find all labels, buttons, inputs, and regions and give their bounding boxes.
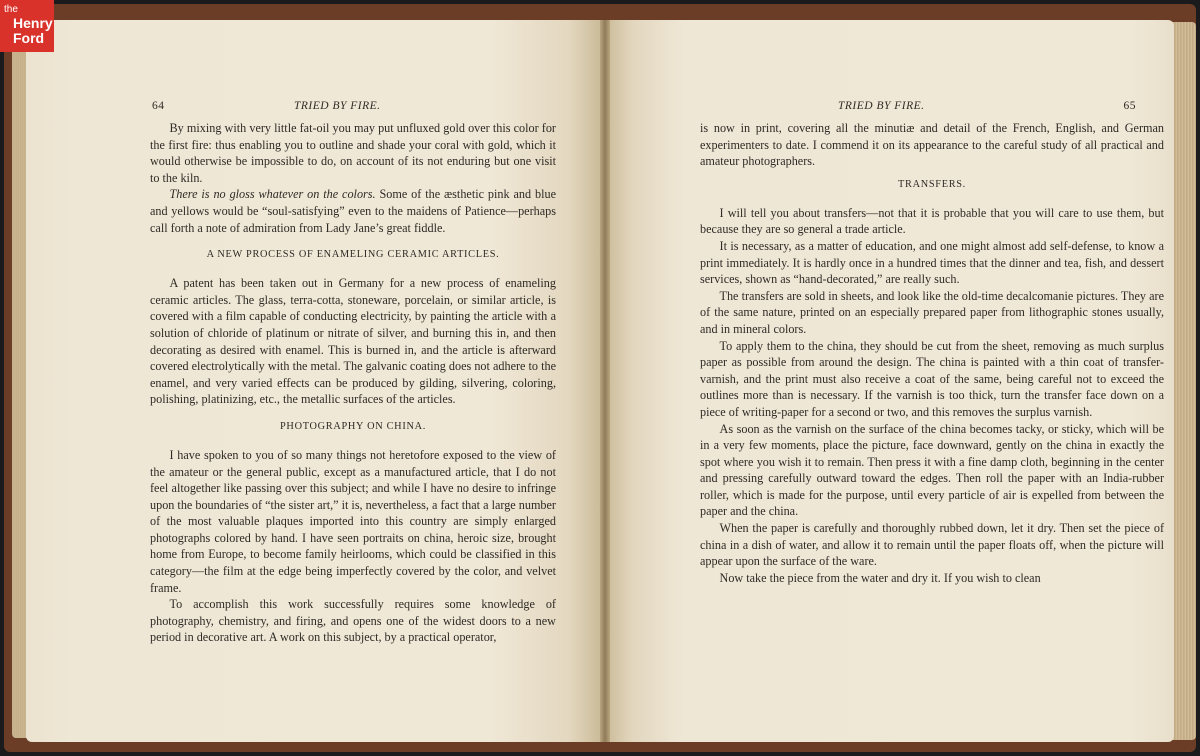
- right-running-title: TRIED BY FIRE.: [838, 100, 925, 112]
- section-heading-enameling: A NEW PROCESS OF ENAMELING CERAMIC ARTICLES.: [206, 249, 500, 261]
- logo-text-henry: Henry: [13, 15, 53, 31]
- left-page-text: [150, 120, 556, 646]
- paragraph: By mixing with very little fat-oil you may put unfluxed gold over this color for the first fire: thus enabling you to outline and shade your coral with gold, which it would otherwise be impossible to do, on account of its not enduring but one visit to the kiln.: [150, 121, 556, 185]
- italic-sentence: There is no gloss whatever on the colors.: [169, 187, 376, 202]
- paragraph: It is necessary, as a matter of education, and one might almost add self-defense, to know a print immediately. It is hardly once in a hundred times that the dinner and tea, fish, and dessert services, shown as “hand-decorated,” are really such.: [700, 238, 1164, 287]
- open-book: [4, 4, 1196, 752]
- paragraph: A patent has been taken out in Germany for a new process of enameling ceramic articles. The glass, terra-cotta, stoneware, porcelain, or similar article, is covered with a film capable of conducting electricity, by painting the article with a solution of chloride of platinum or nitrate of silver, and burning this in, and then decorating as desired with enamel. This is burned in, and the article is afterward covered electrolytically with the metal. The galvanic coating does not adhere to the enamel, and very varied effects can be produced by gilding, silvering, coloring, polishing, platinizing, etc., the metallic surfaces of the articles.: [150, 276, 556, 407]
- paragraph-rest: Some of the æsthetic pink and blue and yellows would be “soul-satisfying” even to the maidens of Patience—perhaps call forth a note of admiration from Lady Jane’s great fiddle.: [150, 187, 557, 235]
- paragraph: To apply them to the china, they should be cut from the sheet, removing as much surplus paper as possible from around the design. The china is painted with a thin coat of transfer-varnish, and the print must also receive a coat of the same, being careful not to exceed the outlines more than is necessary. If the varnish is too thick, turn the transfer face down on a piece of writing-paper for a second or two, and this removes the surplus varnish.: [700, 338, 1164, 419]
- paragraph: To accomplish this work successfully requires some knowledge of photography, chemistry, and firing, and opens one of the widest doors to a new period in decorative art. A work on this subject, by a practical operator,: [150, 597, 556, 645]
- paragraph: The transfers are sold in sheets, and look like the old-time decalcomanie pictures. They are of the same nature, printed on an especially prepared paper from lithographic stones usually, and in mineral colors.: [700, 288, 1164, 336]
- right-page: [604, 20, 1174, 742]
- logo-text-ford: Ford: [13, 30, 45, 46]
- book-gutter: [600, 20, 610, 742]
- paragraph: is now in print, covering all the minutiæ and detail of the French, English, and German experimenters to date. I commend it on its appearance to the careful study of all practical and amateur photographers.: [700, 121, 1164, 169]
- paragraph: Now take the piece from the water and dry it. If you wish to clean: [719, 570, 1041, 585]
- logo-text-the: the: [4, 4, 18, 15]
- section-heading-photography: PHOTOGRAPHY ON CHINA.: [280, 420, 426, 432]
- paragraph: When the paper is carefully and thoroughly rubbed down, let it dry. Then set the piece of china in a dish of water, and allow it to remain until the paper floats off, when the picture will appear upon the surface of the ware.: [700, 521, 1164, 569]
- paragraph: As soon as the varnish on the surface of the china becomes tacky, or sticky, which will be in a very few moments, place the picture, face downward, gently on the china in exactly the spot where you wish it to remain. Then press it with a fine damp cloth, beginning in the center and pressing carefully outward toward the edges. Then roll the paper with an India-rubber roller, which is made for the purpose, until every particle of air is expelled from between the paper and the china.: [700, 421, 1164, 519]
- paragraph: [150, 186, 556, 236]
- left-running-title: TRIED BY FIRE.: [294, 100, 381, 112]
- right-page-text: [700, 120, 1164, 586]
- right-page-number: 65: [1123, 100, 1136, 112]
- paragraph: I have spoken to you of so many things not heretofore exposed to the view of the amateur or the general public, except as a manufactured article, that I do not feel altogether like passing over this subject; and while I have no desire to infringe upon the boundaries of “the sister art,” it is, nevertheless, a fact that a large number of the most valuable plaques imported into this country are simply enlarged photographs colored by hand. I have seen portraits on china, heroic size, brought home from Europe, to become family heirlooms, which could be classified in this category—the film at the edge being imperfectly covered by the color, and velvet frame.: [150, 447, 556, 595]
- left-page-number: 64: [152, 100, 165, 112]
- paragraph: I will tell you about transfers—not that it is probable that you will care to use them, but because they are so general a trade article.: [700, 205, 1164, 237]
- section-heading-transfers: TRANSFERS.: [898, 178, 966, 190]
- left-page: [26, 20, 604, 742]
- henry-ford-logo: [0, 0, 54, 52]
